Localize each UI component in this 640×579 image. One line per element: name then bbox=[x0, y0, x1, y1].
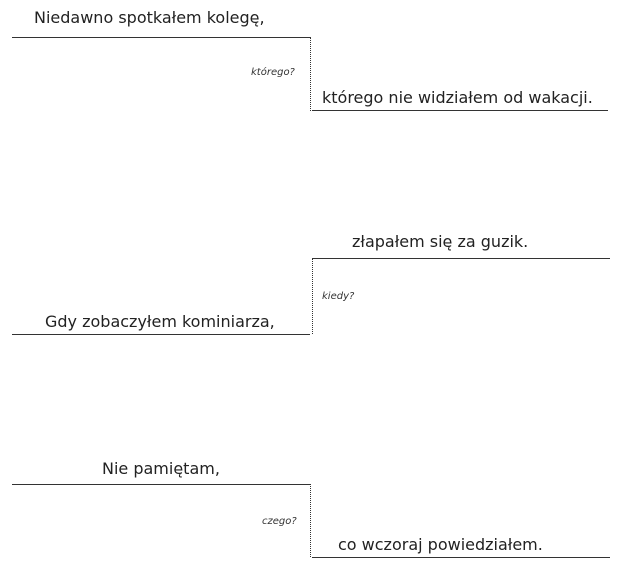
sub-clause-line bbox=[312, 110, 608, 111]
main-clause: złapałem się za guzik. bbox=[352, 232, 529, 251]
connector-line bbox=[310, 37, 311, 111]
question-label: czego? bbox=[262, 516, 297, 527]
sub-clause-line bbox=[312, 557, 610, 558]
question-label: którego? bbox=[251, 67, 295, 78]
main-clause-line bbox=[12, 37, 310, 38]
connector-line bbox=[312, 258, 313, 334]
main-clause-line bbox=[12, 484, 310, 485]
main-clause: Nie pamiętam, bbox=[102, 459, 220, 478]
sub-clause: Gdy zobaczyłem kominiarza, bbox=[45, 312, 275, 331]
main-clause: Niedawno spotkałem kolegę, bbox=[34, 8, 265, 27]
sub-clause-line bbox=[12, 334, 310, 335]
question-label: kiedy? bbox=[322, 291, 355, 302]
connector-line bbox=[310, 484, 311, 557]
main-clause-line bbox=[312, 258, 610, 259]
sub-clause: co wczoraj powiedziałem. bbox=[338, 535, 543, 554]
sub-clause: którego nie widziałem od wakacji. bbox=[322, 88, 593, 107]
